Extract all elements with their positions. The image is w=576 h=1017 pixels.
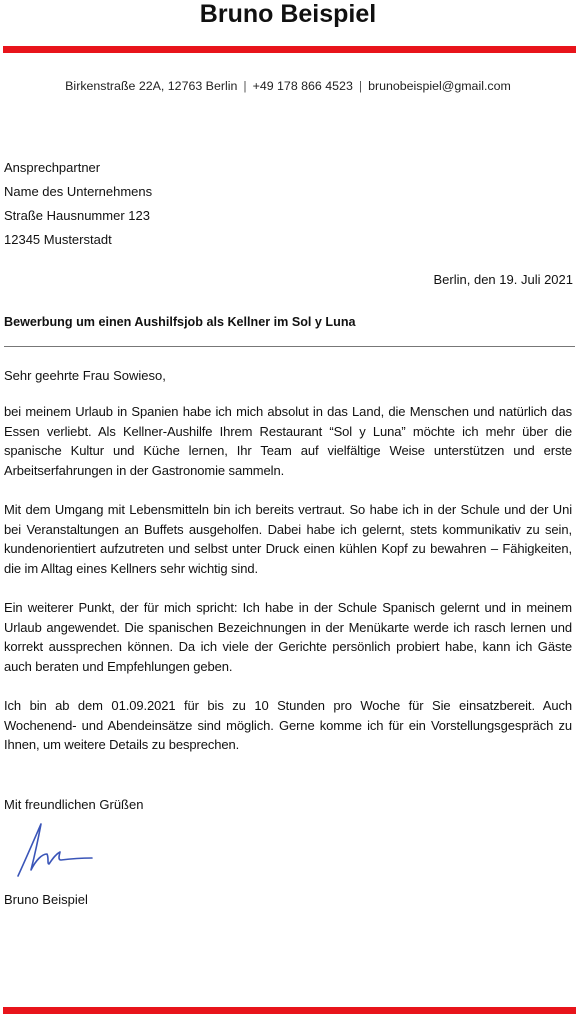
- contact-phone: +49 178 866 4523: [252, 79, 353, 93]
- recipient-address: [4, 156, 152, 252]
- salutation: Sehr geehrte Frau Sowieso,: [4, 368, 166, 383]
- body-paragraph-2: Mit dem Umgang mit Lebensmitteln bin ich bereits vertraut. So habe ich in der Schule und der Uni bei Veranstaltungen an Buffets ausgeholfen. Dabei habe ich gelernt, stets kommunikativ zu sein, kundenorientiert aufzutreten und selbst unter Druck einen kühlen Kopf zu bewahren – Fähigkeiten, die im Alltag eines Kellners sehr wichtig sind.: [4, 502, 572, 576]
- recipient-street: Straße Hausnummer 123: [4, 208, 150, 223]
- applicant-name: Bruno Beispiel: [199, 0, 377, 28]
- contact-separator: |: [358, 79, 363, 93]
- header-accent-bar: [3, 46, 576, 53]
- body-paragraph-3: Ein weiterer Punkt, der für mich spricht: Ich habe in der Schule Spanisch gelernt und in meinem Urlaub angewendet. Die spanischen Bezeichnungen in der Menükarte werde ich rasch lernen und korrekt aussprechen können. Da ich viele der Gerichte persönlich probiert habe, kann ich Gäste auch beraten und Empfehlungen geben.: [4, 600, 572, 674]
- contact-address: Birkenstraße 22A, 12763 Berlin: [65, 79, 238, 93]
- letter-date: Berlin, den 19. Juli 2021: [433, 272, 573, 287]
- recipient-company: Name des Unternehmens: [4, 184, 153, 199]
- letter-subject: Bewerbung um einen Aushilfsjob als Kellner im Sol y Luna: [4, 315, 356, 329]
- body-paragraph-1: bei meinem Urlaub in Spanien habe ich mich absolut in das Land, die Menschen und natürlich das Essen verliebt. Als Kellner-Aushilfe Ihrem Restaurant “Sol y Luna” möchte ich mehr über die spanische Kultur und Küche lernen, Ihr Team auf vielfältige Weise unterstützen und erste Arbeitserfahrungen in der Gastronomie sammeln.: [4, 404, 572, 478]
- body-paragraph-4: Ich bin ab dem 01.09.2021 für bis zu 10 Stunden pro Woche für Sie einsatzbereit. Auch Wochenend- und Abendeinsätze sind möglich. Gerne komme ich für ein Vorstellungsgespräch zu Ihnen, um weitere Details zu besprechen.: [4, 698, 572, 752]
- footer-accent-bar: [3, 1007, 576, 1014]
- signer-name: Bruno Beispiel: [4, 892, 88, 907]
- closing-phrase: Mit freundlichen Grüßen: [4, 797, 144, 812]
- handwritten-signature: [14, 818, 104, 882]
- contact-line: [0, 79, 576, 93]
- contact-separator: |: [243, 79, 247, 93]
- recipient-contact-person: Ansprechpartner: [4, 160, 101, 175]
- subject-divider: [4, 346, 575, 347]
- recipient-city: 12345 Musterstadt: [4, 232, 112, 247]
- contact-email: brunobeispiel@gmail.com: [368, 79, 511, 93]
